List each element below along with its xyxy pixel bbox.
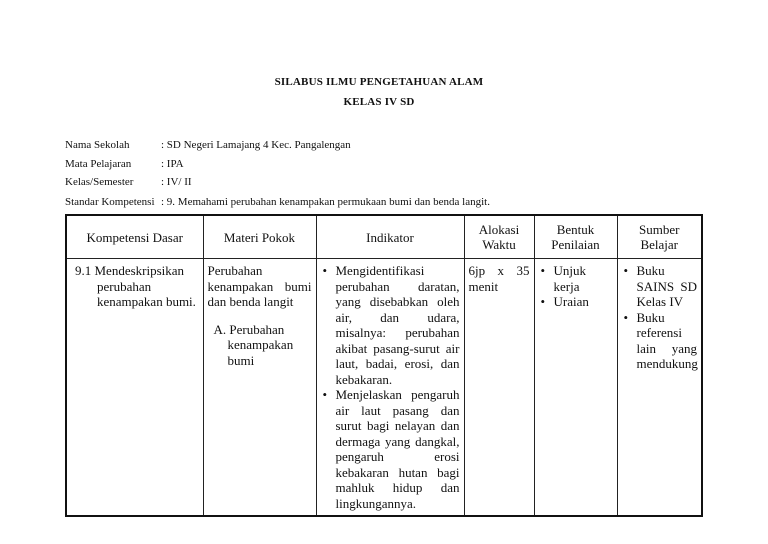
cell-materi-pokok (203, 259, 316, 517)
info-row-standar-kompetensi (65, 196, 490, 208)
list-item: • Mengidentifikasi perubahan daratan, yang disebabkan oleh air, dan udara, misalnya: perubahan akibat pasang-surut air laut, badai, erosi, dan kebakaran. (321, 263, 460, 387)
info-label: Mata Pelajaran (65, 158, 132, 170)
header-bentuk-penilaian (534, 215, 617, 259)
cell-kompetensi-dasar (66, 259, 203, 517)
kompetensi-dasar-text: 9.1 Mendeskripsikan perubahan kenampakan bumi. (75, 263, 196, 309)
penilaian-list (539, 263, 613, 310)
header-kompetensi-dasar: Kompetensi Dasar (66, 215, 203, 259)
info-row-kelas-semester (65, 176, 192, 188)
info-value: : 9. Memahami perubahan kenampakan permukaan bumi dan benda langit. (161, 196, 490, 208)
header-bentuk-penilaian-text: Bentuk Penilaian (551, 222, 600, 252)
materi-pokok-text-2: A. Perubahan kenampakan bumi (213, 321, 294, 368)
header-alokasi-waktu-text: Alokasi Waktu (478, 222, 520, 252)
sumber-list (622, 263, 698, 372)
cell-sumber-belajar (617, 259, 702, 517)
syllabus-table (65, 214, 703, 517)
list-item: • Uraian (539, 294, 613, 310)
table-header-row (66, 215, 702, 259)
cell-indikator (316, 259, 464, 517)
list-item: • Buku SAINS SD Kelas IV (622, 263, 698, 310)
header-indikator: Indikator (316, 215, 464, 259)
info-value: : SD Negeri Lamajang 4 Kec. Pangalengan (161, 139, 351, 151)
list-item: • Menjelaskan pengaruh air laut pasang dan surut bagi nelayan dan dermaga yang dangkal, pengaruh erosi kebakaran hutan bagi mahluk hidup dan lingkungannya. (321, 387, 460, 511)
document-title: SILABUS ILMU PENGETAHUAN ALAM (274, 76, 484, 88)
indikator-list (321, 263, 460, 511)
header-alokasi-waktu (464, 215, 534, 259)
info-value: : IPA (161, 158, 184, 170)
info-label: Nama Sekolah (65, 139, 130, 151)
header-materi-pokok: Materi Pokok (203, 215, 316, 259)
alokasi-waktu-text: 6jp x 35 menit (468, 263, 530, 294)
list-item: • Unjuk kerja (539, 263, 613, 294)
info-row-nama-sekolah (65, 139, 351, 151)
materi-pokok-text-1: Perubahan kenampakan bumi dan benda langit (207, 263, 312, 309)
info-label: Standar Kompetensi (65, 196, 155, 208)
info-row-mata-pelajaran (65, 158, 184, 170)
cell-alokasi-waktu (464, 259, 534, 517)
info-value: : IV/ II (161, 176, 192, 188)
list-item: • Buku referensi lain yang mendukung (622, 310, 698, 372)
header-sumber-belajar (617, 215, 702, 259)
table-row (66, 259, 702, 517)
info-label: Kelas/Semester (65, 176, 134, 188)
document-subtitle: KELAS IV SD (343, 96, 415, 108)
cell-bentuk-penilaian (534, 259, 617, 517)
header-sumber-belajar-text: Sumber Belajar (639, 222, 680, 252)
